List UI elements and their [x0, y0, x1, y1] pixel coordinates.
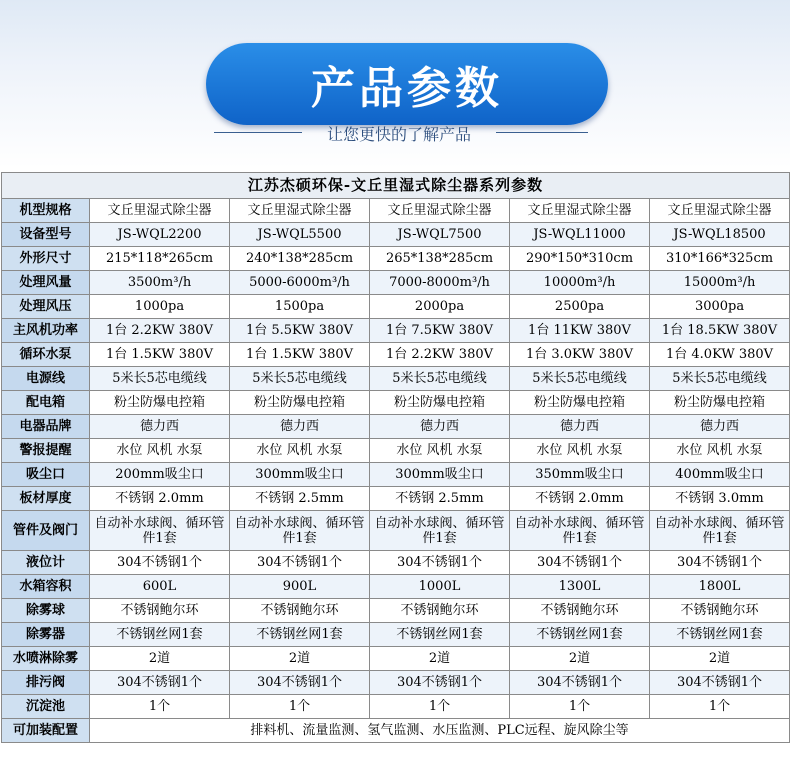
table-row: [2, 695, 790, 719]
cell-value: JS-WQL2200: [90, 223, 230, 247]
table-caption-row: [2, 173, 790, 199]
cell-value: 1台 2.2KW 380V: [90, 319, 230, 343]
cell-value: 300mm吸尘口: [370, 463, 510, 487]
cell-value: 2500pa: [510, 295, 650, 319]
subtitle-rule-right: [496, 132, 588, 133]
cell-value: 3000pa: [650, 295, 790, 319]
row-label: 配电箱: [2, 391, 90, 415]
cell-value: 1台 2.2KW 380V: [370, 343, 510, 367]
cell-value: 5米长5芯电缆线: [650, 367, 790, 391]
cell-value: 1500pa: [230, 295, 370, 319]
row-label: 设备型号: [2, 223, 90, 247]
cell-value: 304不锈钢1个: [370, 551, 510, 575]
row-label: 电源线: [2, 367, 90, 391]
cell-value: 文丘里湿式除尘器: [510, 199, 650, 223]
row-label: 处理风压: [2, 295, 90, 319]
cell-value: 德力西: [650, 415, 790, 439]
row-label: 水喷淋除雾: [2, 647, 90, 671]
table-row: [2, 319, 790, 343]
cell-value: 不锈钢 2.0mm: [510, 487, 650, 511]
table-row: [2, 487, 790, 511]
cell-value: 文丘里湿式除尘器: [650, 199, 790, 223]
cell-value: 1台 7.5KW 380V: [370, 319, 510, 343]
cell-value: 304不锈钢1个: [370, 671, 510, 695]
table-row: [2, 463, 790, 487]
cell-value: 粉尘防爆电控箱: [230, 391, 370, 415]
cell-value: 文丘里湿式除尘器: [230, 199, 370, 223]
table-row: [2, 367, 790, 391]
row-label: 除雾球: [2, 599, 90, 623]
cell-value: 不锈钢鲍尔环: [650, 599, 790, 623]
cell-value: 不锈钢 2.0mm: [90, 487, 230, 511]
cell-value: 304不锈钢1个: [510, 671, 650, 695]
cell-value: 水位 风机 水泵: [90, 439, 230, 463]
cell-value: 德力西: [510, 415, 650, 439]
cell-value: 2道: [230, 647, 370, 671]
cell-value: 自动补水球阀、循环管件1套: [230, 511, 370, 551]
cell-value: JS-WQL11000: [510, 223, 650, 247]
cell-value: 水位 风机 水泵: [230, 439, 370, 463]
table-row: [2, 599, 790, 623]
cell-value: 900L: [230, 575, 370, 599]
subtitle-rule-left: [214, 132, 302, 133]
table-row: [2, 295, 790, 319]
cell-value: JS-WQL5500: [230, 223, 370, 247]
cell-value: 290*150*310cm: [510, 247, 650, 271]
cell-value: 1300L: [510, 575, 650, 599]
row-label: 排污阀: [2, 671, 90, 695]
cell-value: 1台 4.0KW 380V: [650, 343, 790, 367]
row-label: 处理风量: [2, 271, 90, 295]
cell-value: JS-WQL7500: [370, 223, 510, 247]
row-label: 水箱容积: [2, 575, 90, 599]
cell-value: 304不锈钢1个: [650, 551, 790, 575]
cell-value: 1个: [650, 695, 790, 719]
spec-table: [1, 172, 790, 743]
title-banner: [206, 43, 608, 125]
row-label: 管件及阀门: [2, 511, 90, 551]
page-title: 产品参数: [311, 63, 503, 114]
table-row: [2, 623, 790, 647]
cell-value: 文丘里湿式除尘器: [90, 199, 230, 223]
cell-value: 不锈钢丝网1套: [370, 623, 510, 647]
table-caption: 江苏杰硕环保-文丘里湿式除尘器系列参数: [2, 173, 790, 199]
cell-value: 304不锈钢1个: [90, 671, 230, 695]
table-row: [2, 575, 790, 599]
table-row: [2, 223, 790, 247]
cell-value: 3500m³/h: [90, 271, 230, 295]
cell-value: 1台 11KW 380V: [510, 319, 650, 343]
cell-value: 15000m³/h: [650, 271, 790, 295]
table-row: [2, 199, 790, 223]
cell-value: 不锈钢鲍尔环: [370, 599, 510, 623]
row-label: 循环水泵: [2, 343, 90, 367]
cell-value: 1台 18.5KW 380V: [650, 319, 790, 343]
cell-value: 1000L: [370, 575, 510, 599]
table-row: [2, 391, 790, 415]
cell-value: 自动补水球阀、循环管件1套: [650, 511, 790, 551]
cell-value: 水位 风机 水泵: [650, 439, 790, 463]
cell-value: 304不锈钢1个: [90, 551, 230, 575]
cell-value: 粉尘防爆电控箱: [90, 391, 230, 415]
cell-value: 2道: [90, 647, 230, 671]
cell-value: 200mm吸尘口: [90, 463, 230, 487]
table-row: [2, 415, 790, 439]
cell-value: 不锈钢鲍尔环: [90, 599, 230, 623]
table-row: [2, 551, 790, 575]
cell-value: 不锈钢丝网1套: [90, 623, 230, 647]
cell-value: 粉尘防爆电控箱: [370, 391, 510, 415]
cell-value: 自动补水球阀、循环管件1套: [370, 511, 510, 551]
cell-value: 文丘里湿式除尘器: [370, 199, 510, 223]
cell-value: JS-WQL18500: [650, 223, 790, 247]
cell-value: 2道: [370, 647, 510, 671]
cell-value: 1个: [370, 695, 510, 719]
options-value: 排料机、流量监测、氢气监测、水压监测、PLC远程、旋风除尘等: [90, 719, 790, 743]
cell-value: 自动补水球阀、循环管件1套: [510, 511, 650, 551]
table-row: [2, 647, 790, 671]
cell-value: 310*166*325cm: [650, 247, 790, 271]
row-label: 沉淀池: [2, 695, 90, 719]
cell-value: 215*118*265cm: [90, 247, 230, 271]
cell-value: 德力西: [90, 415, 230, 439]
cell-value: 5米长5芯电缆线: [90, 367, 230, 391]
cell-value: 粉尘防爆电控箱: [510, 391, 650, 415]
row-label: 板材厚度: [2, 487, 90, 511]
cell-value: 304不锈钢1个: [510, 551, 650, 575]
table-row: [2, 271, 790, 295]
cell-value: 不锈钢 2.5mm: [230, 487, 370, 511]
cell-value: 不锈钢丝网1套: [650, 623, 790, 647]
cell-value: 不锈钢 3.0mm: [650, 487, 790, 511]
cell-value: 1个: [90, 695, 230, 719]
cell-value: 不锈钢丝网1套: [510, 623, 650, 647]
cell-value: 2道: [510, 647, 650, 671]
row-label: 电器品牌: [2, 415, 90, 439]
table-row: [2, 439, 790, 463]
cell-value: 5米长5芯电缆线: [230, 367, 370, 391]
cell-value: 304不锈钢1个: [650, 671, 790, 695]
cell-value: 不锈钢鲍尔环: [230, 599, 370, 623]
cell-value: 5000-6000m³/h: [230, 271, 370, 295]
cell-value: 不锈钢鲍尔环: [510, 599, 650, 623]
cell-value: 10000m³/h: [510, 271, 650, 295]
cell-value: 2道: [650, 647, 790, 671]
cell-value: 德力西: [370, 415, 510, 439]
cell-value: 7000-8000m³/h: [370, 271, 510, 295]
cell-value: 265*138*285cm: [370, 247, 510, 271]
cell-value: 5米长5芯电缆线: [370, 367, 510, 391]
cell-value: 水位 风机 水泵: [370, 439, 510, 463]
row-label: 外形尺寸: [2, 247, 90, 271]
cell-value: 1台 1.5KW 380V: [230, 343, 370, 367]
table-row: [2, 247, 790, 271]
cell-value: 300mm吸尘口: [230, 463, 370, 487]
cell-value: 240*138*285cm: [230, 247, 370, 271]
cell-value: 1个: [510, 695, 650, 719]
cell-value: 304不锈钢1个: [230, 671, 370, 695]
row-label: 警报提醒: [2, 439, 90, 463]
row-label: 主风机功率: [2, 319, 90, 343]
cell-value: 粉尘防爆电控箱: [650, 391, 790, 415]
page-header: [0, 0, 790, 168]
table-row: [2, 511, 790, 551]
cell-value: 1台 1.5KW 380V: [90, 343, 230, 367]
cell-value: 350mm吸尘口: [510, 463, 650, 487]
cell-value: 1个: [230, 695, 370, 719]
options-row: [2, 719, 790, 743]
row-label: 液位计: [2, 551, 90, 575]
cell-value: 600L: [90, 575, 230, 599]
cell-value: 1台 5.5KW 380V: [230, 319, 370, 343]
cell-value: 304不锈钢1个: [230, 551, 370, 575]
cell-value: 不锈钢丝网1套: [230, 623, 370, 647]
cell-value: 1台 3.0KW 380V: [510, 343, 650, 367]
cell-value: 400mm吸尘口: [650, 463, 790, 487]
cell-value: 1000pa: [90, 295, 230, 319]
table-row: [2, 343, 790, 367]
cell-value: 5米长5芯电缆线: [510, 367, 650, 391]
subtitle-line: [0, 122, 790, 142]
cell-value: 自动补水球阀、循环管件1套: [90, 511, 230, 551]
options-label: 可加装配置: [2, 719, 90, 743]
row-label: 机型规格: [2, 199, 90, 223]
table-row: [2, 671, 790, 695]
row-label: 除雾器: [2, 623, 90, 647]
cell-value: 1800L: [650, 575, 790, 599]
cell-value: 水位 风机 水泵: [510, 439, 650, 463]
cell-value: 德力西: [230, 415, 370, 439]
cell-value: 不锈钢 2.5mm: [370, 487, 510, 511]
subtitle: 让您更快的了解产品: [326, 125, 471, 144]
cell-value: 2000pa: [370, 295, 510, 319]
row-label: 吸尘口: [2, 463, 90, 487]
